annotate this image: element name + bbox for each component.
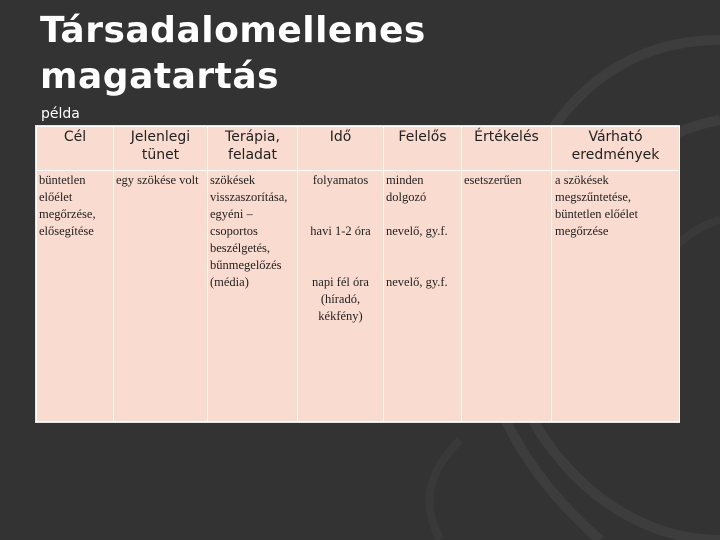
cell-cel: büntetlen előélet megőrzése, elősegítése (37, 171, 114, 422)
slide-title (40, 8, 680, 100)
ido-entry-2: havi 1-2 óra (310, 224, 371, 238)
slide-subtitle: példa (41, 106, 80, 122)
title-line-2: magatartás (40, 56, 280, 97)
cell-ido (298, 171, 384, 422)
header-terapia-feladat: Terápia, feladat (208, 127, 298, 171)
plan-table-container (35, 125, 680, 423)
ido-entry-3: napi fél óra (híradó, kékfény) (312, 275, 369, 323)
header-varhato-eredmenyek: Várható eredmények (552, 127, 680, 171)
felelos-entry-1: minden dolgozó (386, 173, 427, 204)
plan-table (36, 126, 680, 422)
cell-jelenlegi-tunet: egy szökése volt (114, 171, 208, 422)
table-header-row (37, 127, 680, 171)
header-jelenlegi-tunet: Jelenlegi tünet (114, 127, 208, 171)
cell-felelos (384, 171, 462, 422)
header-ertekeles: Értékelés (462, 127, 552, 171)
header-cel: Cél (37, 127, 114, 171)
felelos-entry-3: nevelő, gy.f. (386, 275, 448, 289)
header-ido: Idő (298, 127, 384, 171)
ido-entry-1: folyamatos (312, 173, 369, 187)
felelos-entry-2: nevelő, gy.f. (386, 224, 448, 238)
title-line-1: Társadalomellenes (40, 10, 426, 51)
cell-terapia-feladat: szökések visszaszorítása, egyéni – csoportos beszélgetés, bűnmegelőzés (média) (208, 171, 298, 422)
cell-ertekeles: esetszerűen (462, 171, 552, 422)
table-row (37, 171, 680, 422)
header-felelos: Felelős (384, 127, 462, 171)
cell-varhato-eredmenyek: a szökések megszűntetése, büntetlen előélet megőrzése (552, 171, 680, 422)
